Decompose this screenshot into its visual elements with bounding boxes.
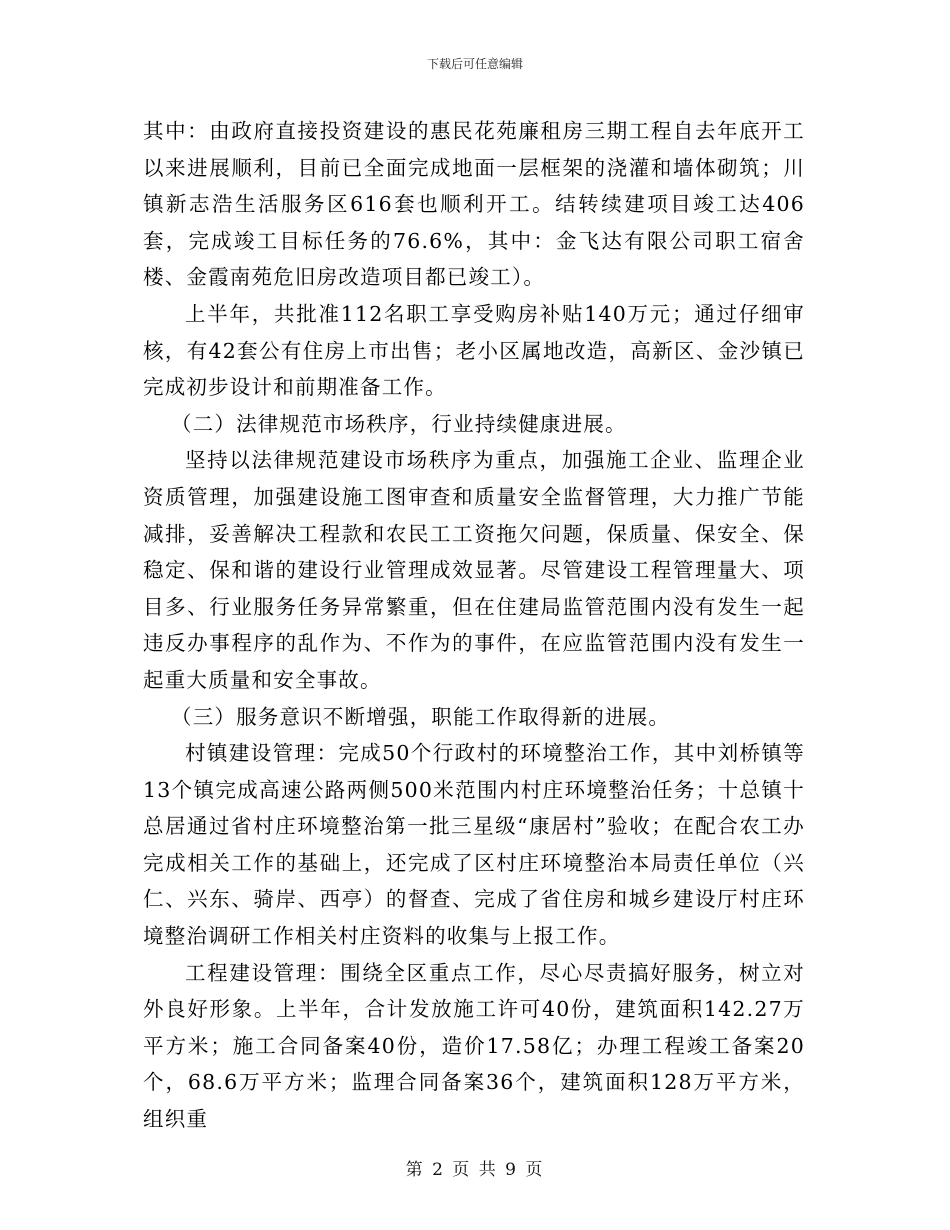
- paragraph-1: 其中：由政府直接投资建设的惠民花苑廉租房三期工程自去年底开工以来进展顺利，目前已全面完成地面一层框架的浇灌和墙体砌筑；川镇新志浩生活服务区616套也顺利开工。结转续建项目竣工达406套，完成竣工目标任务的76.6%，其中：金飞达有限公司职工宿舍楼、金霞南苑危旧房改造项目都已竣工）。: [143, 119, 805, 290]
- page-header: 下载后可任意编辑: [426, 57, 523, 71]
- paragraph-2: 上半年，共批准112名职工享受购房补贴140万元；通过仔细审核，有42套公有住房上市出售；老小区属地改造，高新区、金沙镇已完成初步设计和前期准备工作。: [143, 301, 805, 400]
- document-body: [143, 113, 805, 1138]
- section-heading-3: （三）服务意识不断增强，职能工作取得新的进展。: [171, 704, 671, 729]
- paragraph-4: 村镇建设管理：完成50个行政村的环境整治工作，其中刘桥镇等13个镇完成高速公路两侧500米范围内村庄环境整治任务；十总镇十总居通过省村庄环境整治第一批三星级“康居村”验收；在配合农工办完成相关工作的基础上，还完成了区村庄环境整治本局责任单位（兴仁、兴东、骑岸、西亭）的督查、完成了省住房和城乡建设厅村庄环境整治调研工作相关村庄资料的收集与上报工作。: [143, 741, 805, 949]
- page-footer: 第 2 页 共 9 页: [405, 1160, 545, 1180]
- paragraph-5: 工程建设管理：围绕全区重点工作，尽心尽责搞好服务，树立对外良好形象。上半年，合计发放施工许可40份，建筑面积142.27万平方米；施工合同备案40份，造价17.58亿；办理工程竣工备案20个，68.6万平方米；监理合同备案36个，建筑面积128万平方米，组织重: [143, 960, 805, 1132]
- section-heading-2: （二）法律规范市场秩序，行业持续健康进展。: [171, 411, 627, 436]
- paragraph-3: 坚持以法律规范建设市场秩序为重点，加强施工企业、监理企业资质管理，加强建设施工图审查和质量安全监督管理，大力推广节能减排，妥善解决工程款和农民工工资拖欠问题，保质量、保安全、保稳定、保和谐的建设行业管理成效显著。尽管建设工程管理量大、项目多、行业服务任务异常繁重，但在住建局监管范围内没有发生一起违反办事程序的乱作为、不作为的事件，在应监管范围内没有发生一起重大质量和安全事故。: [143, 448, 805, 692]
